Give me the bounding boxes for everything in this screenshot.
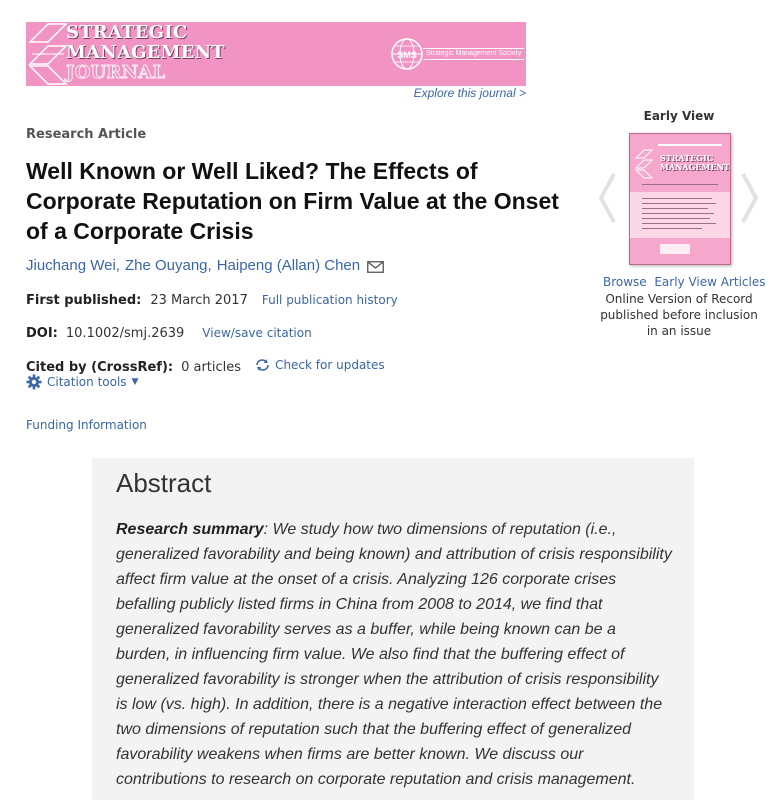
research-summary-label: Research summary [116, 521, 264, 538]
caret-down-icon: ▼ [131, 377, 139, 387]
publication-history-link[interactable]: Full publication history [261, 293, 398, 307]
doi-row [26, 326, 312, 341]
cover-title: STRATEGIC MANAGEMENT [660, 153, 730, 172]
author-link[interactable]: Haipeng (Allan) Chen [216, 257, 361, 274]
envelope-icon[interactable] [367, 260, 384, 272]
doi-value[interactable]: 10.1002/smj.2639 [65, 326, 185, 341]
doi-label: DOI: [26, 326, 58, 341]
abstract-body: : We study how two dimensions of reputation (i.e., generalized favorability and being known) and attribution of crisis responsibility affect firm value at the onset of a crisis. Analyzing 126 corporate crises befalling publicly listed firms in China from 2008 to 2014, we find that generalized favorability serves as a buffer, while being known can be a burden, in influencing firm value. We also find that the buffering effect of generalized favorability is stronger when the attribution of crisis responsibility is low (vs. high). In addition, there is a negative interaction effect between the two dimensions of reputation such that the buffering effect of generalized favorability weakens when firms are better known. We discuss our contributions to research on corporate reputation and crisis management. [116, 521, 672, 788]
journal-title-line-1: STRATEGIC [66, 22, 188, 43]
journal-banner[interactable] [26, 22, 526, 86]
author-separator: , [115, 257, 120, 274]
citation-tools-label: Citation tools [47, 375, 127, 389]
author-link[interactable]: Zhe Ouyang [124, 257, 208, 274]
check-updates-label: Check for updates [275, 358, 385, 372]
first-published-row [26, 293, 398, 308]
journal-cover-thumbnail[interactable] [629, 133, 731, 265]
society-name: Strategic Management Society [423, 48, 524, 60]
browse-early-view-link[interactable]: Browse Early View Articles [603, 275, 766, 289]
cited-by-row [26, 358, 385, 375]
author-link[interactable]: Jiuchang Wei [26, 257, 116, 274]
cover-society-mark [660, 244, 690, 254]
chevron-left-icon[interactable] [596, 170, 618, 226]
journal-title-line-2: MANAGEMENT [66, 42, 225, 63]
sms-abbr: SMS [397, 50, 417, 60]
first-published-value: 23 March 2017 [150, 293, 248, 308]
explore-journal-link[interactable]: Explore this journal > [413, 86, 526, 100]
early-view-heading: Early View [643, 109, 715, 123]
article-title: Well Known or Well Liked? The Effects of Corporate Reputation on Firm Value at the Onset of a Corporate Crisis [26, 158, 559, 244]
author-list [26, 257, 384, 274]
first-published-label: First published: [26, 293, 142, 308]
chevron-right-icon[interactable] [739, 170, 761, 226]
abstract-text [116, 517, 672, 792]
view-save-citation-link[interactable]: View/save citation [202, 326, 312, 340]
refresh-arrows-icon [255, 359, 270, 371]
early-view-description: Online Version of Record published before inclusion in an issue [600, 292, 758, 338]
gear-icon [26, 374, 42, 390]
cited-by-value[interactable]: 0 articles [181, 360, 242, 375]
author-separator: , [207, 257, 212, 274]
cited-by-label: Cited by (CrossRef): [26, 360, 174, 375]
funding-information-link[interactable]: Funding Information [26, 418, 147, 432]
abstract-heading: Abstract [116, 468, 212, 498]
article-type: Research Article [26, 127, 147, 142]
check-updates-link[interactable] [255, 358, 385, 372]
citation-tools-dropdown[interactable] [26, 374, 138, 390]
journal-title-line-3: JOURNAL [66, 62, 166, 83]
